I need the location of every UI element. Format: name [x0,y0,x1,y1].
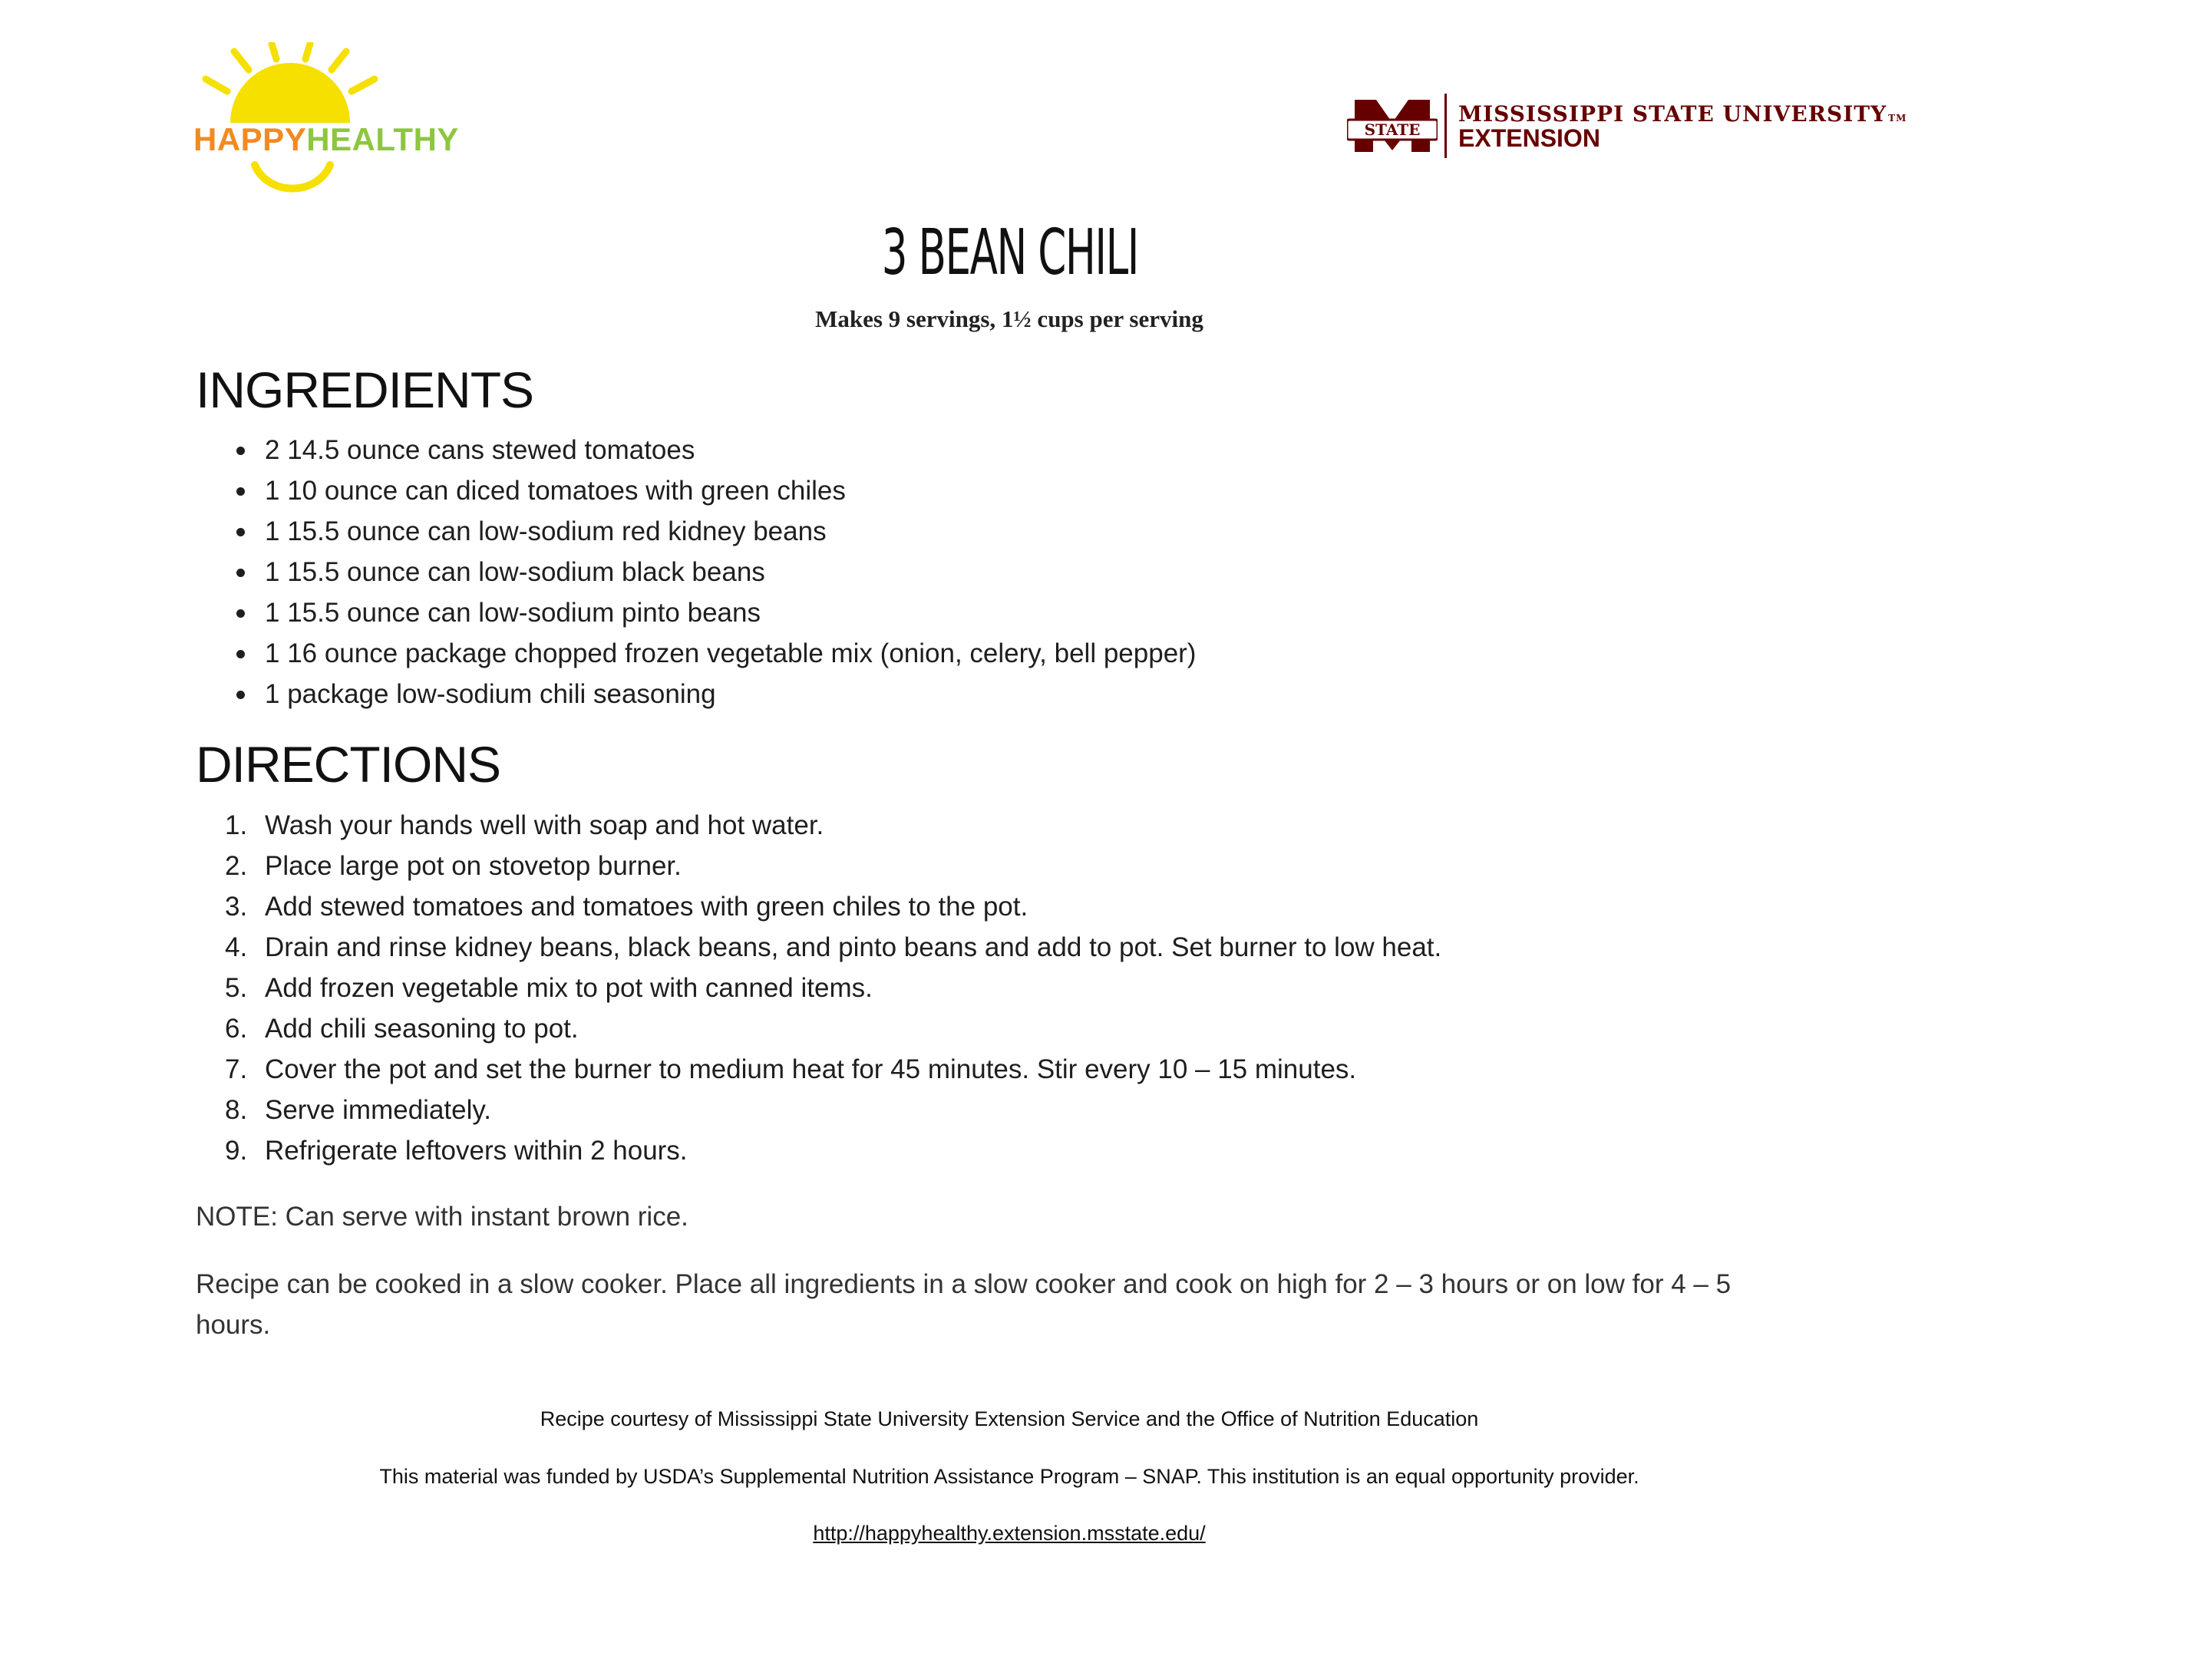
ingredient-item: 1 15.5 ounce can low-sodium pinto beans [196,592,1196,633]
step-text: Refrigerate leftovers within 2 hours. [265,1136,688,1166]
step-number: 3. [225,892,248,922]
direction-step [196,1090,1441,1130]
recipe-title: 3 BEAN CHILI [881,216,1138,289]
step-number: 4. [225,932,248,962]
step-text: Add stewed tomatoes and tomatoes with green chiles to the pot. [265,892,1028,922]
direction-step [196,968,1441,1008]
step-text: Add chili seasoning to pot. [265,1014,579,1044]
directions-heading: DIRECTIONS [196,736,501,793]
ingredient-item: 1 15.5 ounce can low-sodium black beans [196,552,1196,592]
direction-step [196,1130,1441,1171]
ingredient-item: 2 14.5 ounce cans stewed tomatoes [196,430,1196,470]
footer-link-line [0,1522,2019,1545]
slow-cooker-text: Recipe can be cooked in a slow cooker. Place all ingredients in a slow cooker and cook on high for 2 – 3 hours or on low for 4 – 5 hours. [196,1269,1732,1340]
website-link[interactable]: http://happyhealthy.extension.msstate.edu/ [813,1522,1206,1545]
step-number: 1. [225,810,248,840]
step-text: Cover the pot and set the burner to medium heat for 45 minutes. Stir every 10 – 15 minutes. [265,1054,1357,1084]
msu-m-state-icon [1347,97,1438,155]
step-number: 9. [225,1136,248,1166]
step-number: 5. [225,973,248,1003]
funding-text: This material was funded by USDA’s Supplemental Nutrition Assistance Program – SNAP. This institution is an equal opportunity provider. [379,1465,1639,1488]
wordmark-happy: HAPPY [193,121,307,157]
step-text: Serve immediately. [265,1095,492,1125]
step-number: 7. [225,1054,248,1084]
step-text: Drain and rinse kidney beans, black beans, and pinto beans and add to pot. Set burner to low heat. [265,932,1442,962]
courtesy-text: Recipe courtesy of Mississippi State University Extension Service and the Office of Nutrition Education [540,1407,1479,1430]
step-text: Wash your hands well with soap and hot water. [265,810,824,840]
msu-division: EXTENSION [1458,124,1600,152]
wordmark-healthy: HEALTHY [306,121,459,157]
msu-divider [1444,94,1447,158]
step-text: Add frozen vegetable mix to pot with canned items. [265,973,873,1003]
note-text: NOTE: Can serve with instant brown rice. [196,1202,688,1232]
direction-step [196,1008,1441,1049]
direction-step [196,846,1441,886]
recipe-subtitle: Makes 9 servings, 1½ cups per serving [815,305,1203,332]
step-number: 6. [225,1014,248,1044]
msu-mark-text: STATE [1364,120,1421,139]
msu-name [1458,101,1907,127]
msu-trademark: TM [1888,113,1907,124]
happyhealthy-logo [192,42,459,207]
direction-step [196,927,1441,968]
ingredient-item: 1 16 ounce package chopped frozen vegetable mix (onion, celery, bell pepper) [196,633,1196,674]
msu-extension-logo [1347,91,1907,161]
step-text: Place large pot on stovetop burner. [265,851,682,881]
directions-list [196,805,1441,1171]
direction-step [196,886,1441,927]
direction-step [196,1049,1441,1090]
direction-step [196,805,1441,846]
ingredient-item: 1 15.5 ounce can low-sodium red kidney beans [196,511,1196,552]
ingredients-heading: INGREDIENTS [196,361,534,418]
happyhealthy-wordmark [193,121,459,158]
step-number: 8. [225,1095,248,1125]
ingredient-item: 1 package low-sodium chili seasoning [196,674,1196,714]
step-number: 2. [225,851,248,881]
msu-name-text: MISSISSIPPI STATE UNIVERSITY [1458,101,1887,127]
ingredient-item: 1 10 ounce can diced tomatoes with green chiles [196,470,1196,511]
ingredients-list [196,430,1196,714]
